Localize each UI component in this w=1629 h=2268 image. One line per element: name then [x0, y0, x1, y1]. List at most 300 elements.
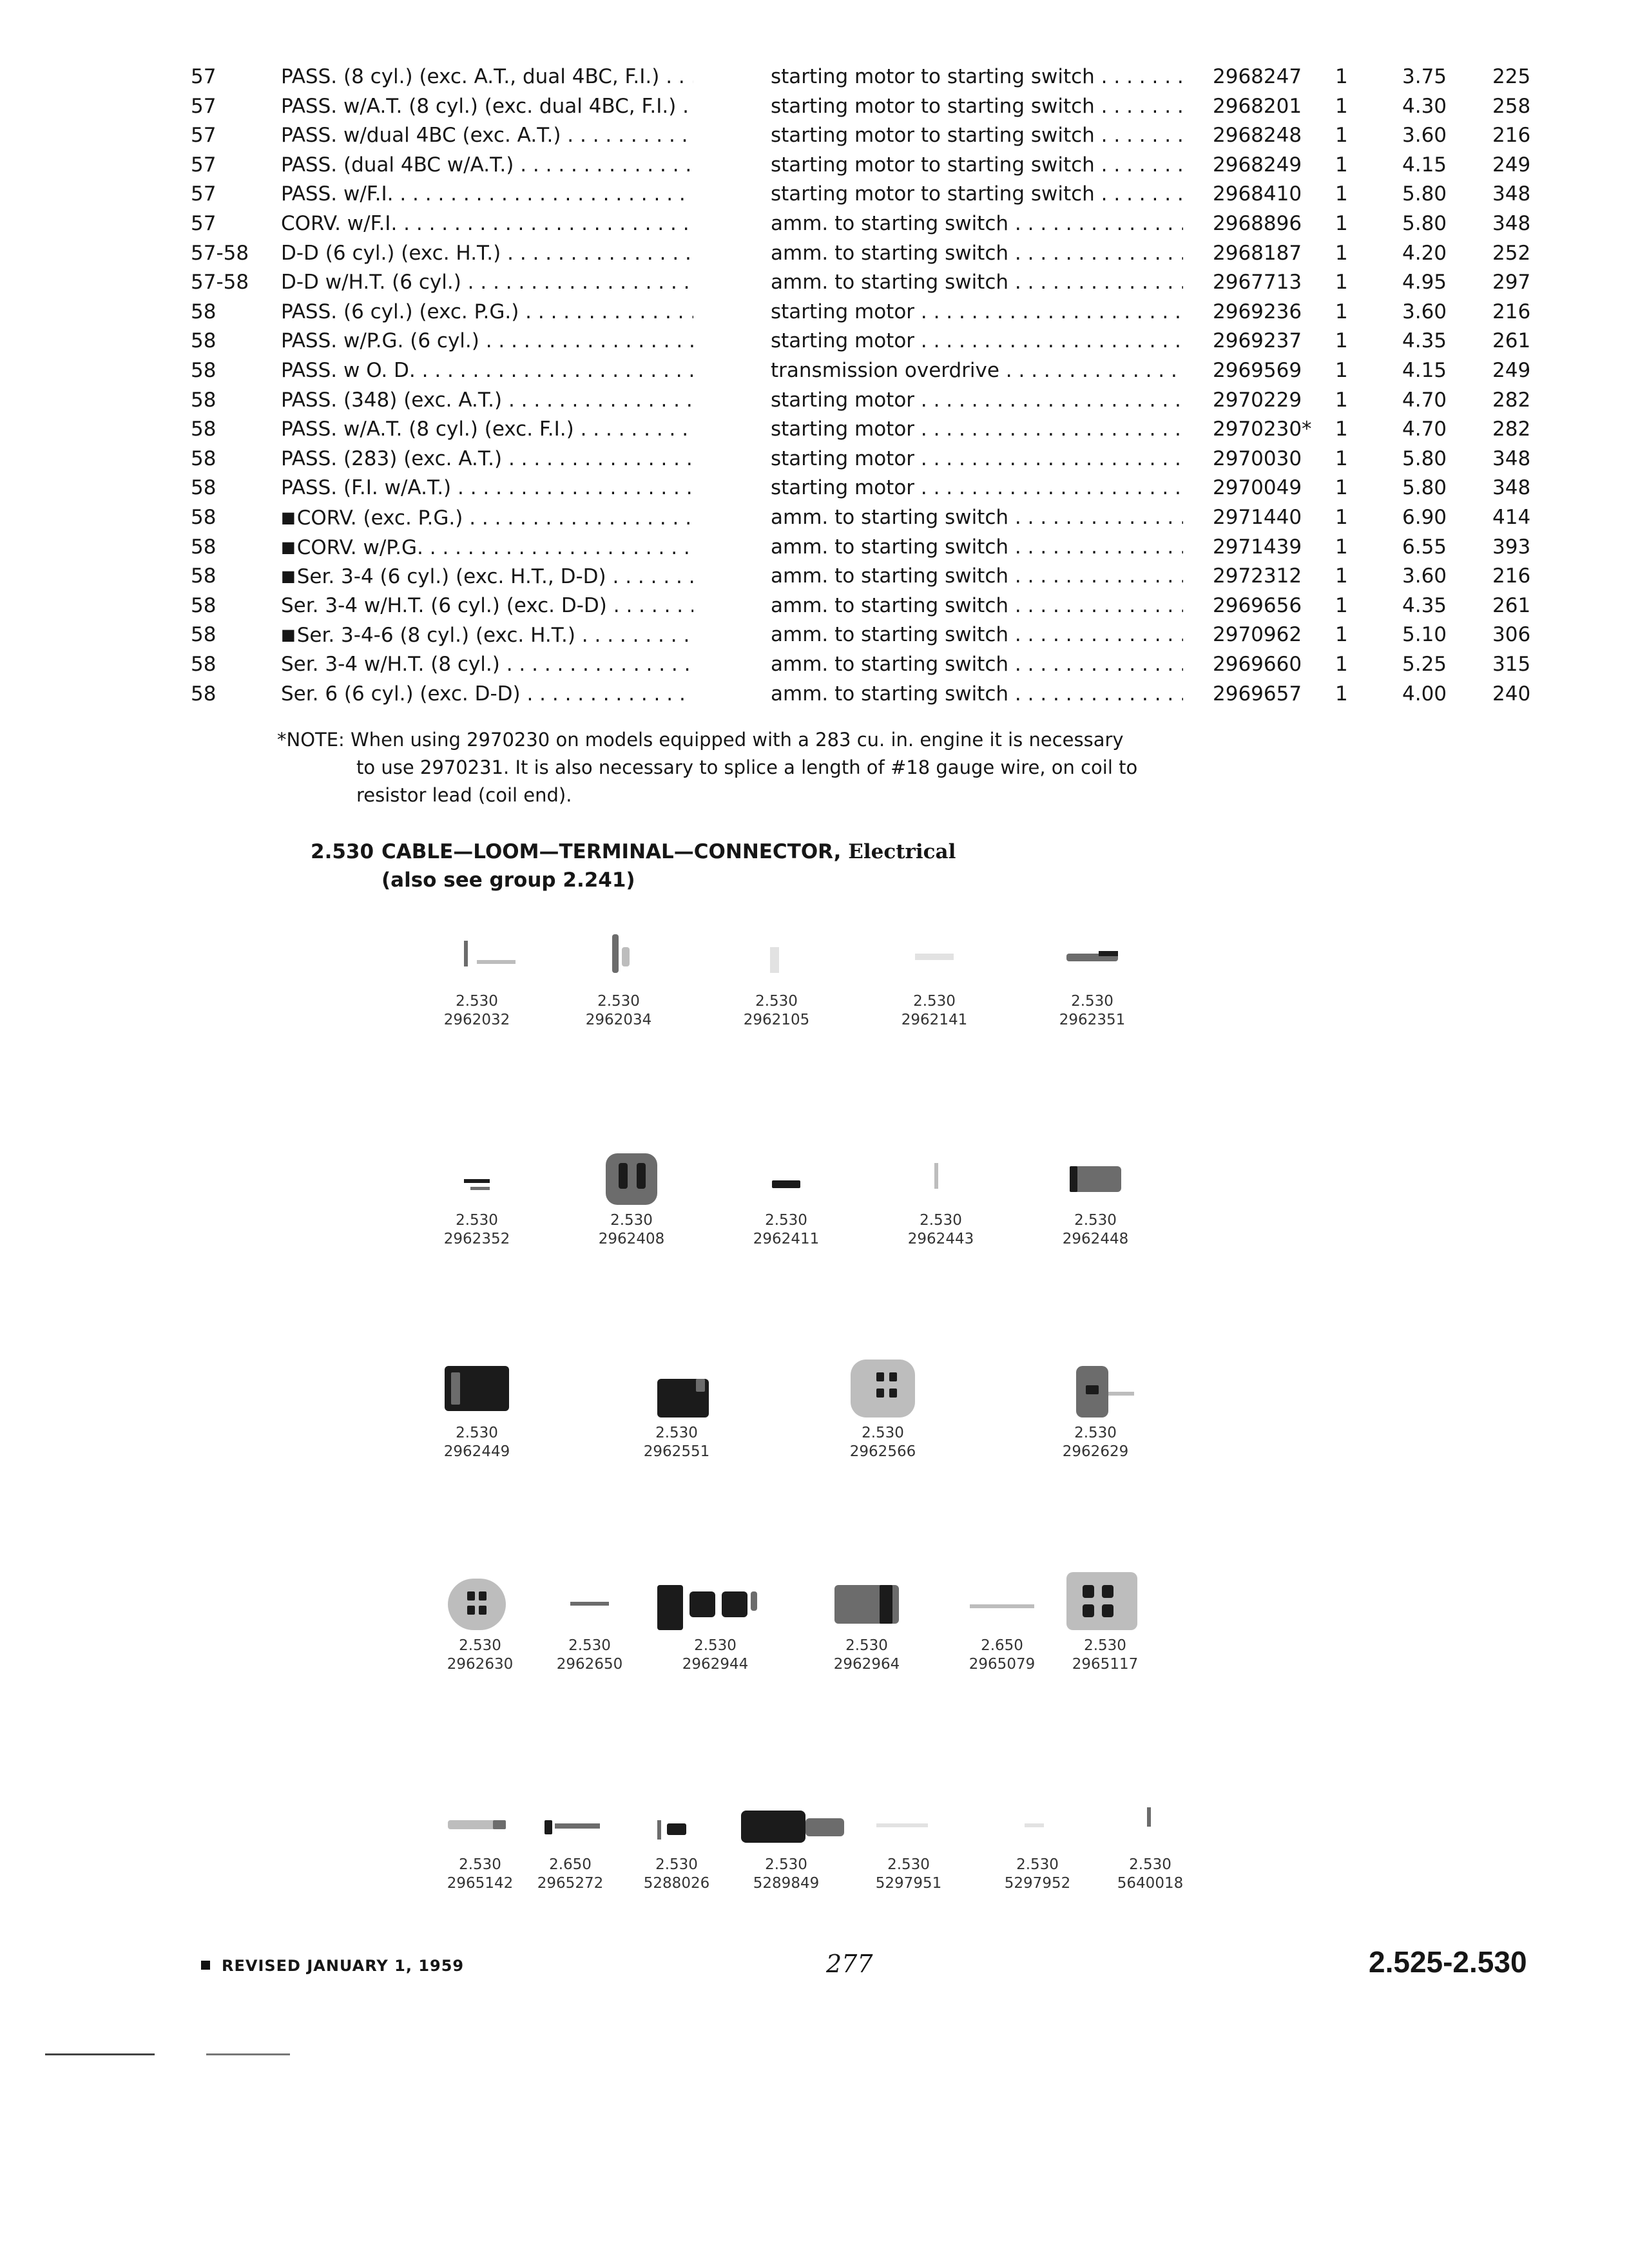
connector-shape [689, 1591, 715, 1617]
model-description [281, 503, 693, 533]
list-price [1402, 297, 1447, 327]
connector-shape [555, 1823, 600, 1829]
quantity [1335, 473, 1348, 503]
part-description [771, 209, 1183, 238]
caption-group: 2.530 [694, 1637, 737, 1654]
caption-group: 2.530 [1074, 1425, 1117, 1441]
part-illustration [406, 921, 548, 1030]
model-year [191, 649, 216, 679]
list-price [1402, 267, 1447, 297]
connector-shape [970, 1604, 1034, 1608]
caption-part-number: 2962650 [556, 1656, 623, 1673]
connector-shape [657, 1820, 661, 1840]
price-code [1492, 120, 1530, 150]
model-year [191, 120, 216, 150]
section-subtitle: (also see group 2.241) [381, 869, 635, 892]
part-number-text: 2968249 [1213, 153, 1302, 177]
list-price-text: 4.70 [1402, 388, 1447, 412]
connector-shape [1066, 954, 1118, 961]
part-illustration [931, 1566, 1073, 1674]
quantity [1335, 120, 1348, 150]
section-number: 2.530 [311, 840, 374, 863]
revision-square-icon: ■ [281, 567, 296, 586]
caption-group: 2.530 [1071, 993, 1113, 1010]
connector-shape [622, 947, 630, 966]
part-number-text: 2970049 [1213, 476, 1302, 500]
connector-picture [409, 1566, 551, 1637]
connector-shape [479, 1606, 487, 1615]
model-description [281, 297, 693, 327]
list-price-text: 4.35 [1402, 329, 1447, 353]
part-description-text: starting motor [771, 418, 915, 441]
parts-row [191, 444, 1544, 474]
connector-shape [1066, 1572, 1137, 1630]
part-description-text: amm. to starting switch [771, 241, 1009, 265]
quantity-text: 1 [1335, 359, 1348, 382]
model-description [281, 209, 693, 238]
part-description-text: transmission overdrive [771, 359, 999, 382]
connector-shape [667, 1823, 686, 1835]
model-description [281, 150, 693, 180]
list-price [1402, 503, 1447, 532]
model-year-text: 58 [191, 418, 217, 441]
caption-part-number: 2965117 [1072, 1656, 1139, 1673]
list-price-text: 4.35 [1402, 593, 1447, 617]
model-description-text: PASS. w/F.I. [281, 182, 394, 206]
list-price [1402, 385, 1447, 415]
part-caption [838, 1856, 979, 1893]
parts-row [191, 297, 1544, 327]
list-price [1402, 620, 1447, 649]
part-caption [499, 1856, 641, 1893]
part-number-text: 2968248 [1213, 124, 1302, 148]
part-description-text: amm. to starting switch [771, 623, 1009, 647]
connector-shape [1102, 1604, 1113, 1617]
price-code-text: 261 [1492, 329, 1531, 353]
part-caption [863, 992, 1005, 1030]
model-description-text: Ser. 3-4 w/H.T. (8 cyl.) [281, 653, 500, 676]
part-illustration [644, 1566, 786, 1674]
connector-shape [545, 1820, 552, 1834]
list-price [1402, 561, 1447, 591]
part-description [771, 503, 1183, 532]
model-description [281, 649, 693, 679]
connector-picture [706, 921, 847, 992]
parts-row [191, 209, 1544, 238]
list-price-text: 6.55 [1402, 535, 1447, 559]
price-code-text: 414 [1492, 506, 1531, 529]
scan-artifact-line [206, 2053, 290, 2055]
model-year [191, 209, 216, 238]
list-price [1402, 591, 1447, 620]
quantity-text: 1 [1335, 212, 1348, 235]
part-number-text: 2970962 [1213, 623, 1302, 647]
connector-shape [751, 1591, 757, 1611]
part-number-text: 2970230* [1213, 418, 1312, 441]
parts-row [191, 414, 1544, 444]
part-number-text: 2969660 [1213, 653, 1302, 676]
price-code-text: 282 [1492, 418, 1531, 441]
part-number-text: 2967713 [1213, 271, 1302, 294]
part-description-text: amm. to starting switch [771, 653, 1009, 676]
footnote-line-3: resistor lead (coil end). [356, 784, 572, 806]
connector-picture [519, 1566, 660, 1637]
part-description-text: starting motor to starting switch [771, 94, 1095, 118]
connector-shape [876, 1823, 928, 1827]
connector-shape [805, 1818, 844, 1836]
part-description [771, 179, 1183, 209]
caption-part-number: 2965079 [969, 1656, 1036, 1673]
footnote-line-1: *NOTE: When using 2970230 on models equipped with a 283 cu. in. engine it is necessary [277, 729, 1124, 751]
connector-picture [1021, 921, 1163, 992]
part-number [1213, 326, 1302, 356]
quantity-text: 1 [1335, 623, 1348, 647]
caption-part-number: 2962034 [585, 1012, 652, 1028]
caption-part-number: 2962449 [443, 1443, 510, 1460]
part-caption [967, 1856, 1108, 1893]
caption-group: 2.530 [456, 1212, 498, 1229]
quantity [1335, 150, 1348, 180]
caption-group: 2.530 [1016, 1856, 1059, 1873]
quantity [1335, 179, 1348, 209]
part-illustration [1025, 1140, 1166, 1249]
connector-shape [876, 1372, 884, 1381]
price-code [1492, 473, 1530, 503]
connector-shape [741, 1811, 805, 1843]
part-illustration [706, 921, 847, 1030]
list-price-text: 5.80 [1402, 447, 1447, 470]
model-description-text: PASS. w/A.T. (8 cyl.) (exc. dual 4BC, F.I.) [281, 94, 677, 118]
list-price-text: 4.00 [1402, 682, 1447, 706]
part-illustration [548, 921, 689, 1030]
connector-picture [870, 1140, 1012, 1211]
list-price-text: 5.80 [1402, 212, 1447, 235]
list-price-text: 5.80 [1402, 476, 1447, 500]
caption-group: 2.530 [459, 1856, 501, 1873]
parts-row [191, 238, 1544, 268]
connector-shape [445, 1366, 509, 1411]
quantity [1335, 297, 1348, 327]
quantity-text: 1 [1335, 94, 1348, 118]
connector-shape [448, 1820, 506, 1829]
price-code [1492, 444, 1530, 474]
part-description-text: amm. to starting switch [771, 682, 1009, 706]
caption-group: 2.530 [920, 1212, 962, 1229]
connector-shape [770, 947, 779, 973]
revised-note [201, 1957, 464, 1975]
model-description [281, 238, 693, 268]
part-number [1213, 503, 1302, 532]
price-code-text: 258 [1492, 94, 1531, 118]
price-code [1492, 620, 1530, 649]
price-code [1492, 532, 1530, 562]
connector-shape [467, 1606, 475, 1615]
parts-row [191, 62, 1544, 91]
model-year [191, 561, 216, 591]
part-number-text: 2968247 [1213, 65, 1302, 88]
part-caption [796, 1637, 938, 1674]
price-code [1492, 209, 1530, 238]
caption-part-number: 2962352 [443, 1231, 510, 1247]
model-description [281, 591, 693, 620]
part-caption [406, 992, 548, 1030]
model-description-text: PASS. w/dual 4BC (exc. A.T.) [281, 124, 561, 148]
caption-group: 2.530 [913, 993, 956, 1010]
part-description-text: starting motor to starting switch [771, 153, 1095, 177]
connector-shape [637, 1163, 646, 1189]
caption-group: 2.530 [456, 1425, 498, 1441]
part-description [771, 385, 1183, 415]
quantity-text: 1 [1335, 653, 1348, 676]
list-price-text: 5.10 [1402, 623, 1447, 647]
model-description [281, 326, 693, 356]
model-description-text: PASS. (6 cyl.) (exc. P.G.) [281, 300, 519, 323]
connector-shape [493, 1820, 506, 1829]
connector-shape [479, 1591, 487, 1600]
model-year [191, 326, 216, 356]
part-number [1213, 356, 1302, 385]
model-description-text: PASS. (F.I. w/A.T.) [281, 476, 452, 500]
quantity-text: 1 [1335, 124, 1348, 148]
list-price [1402, 209, 1447, 238]
list-price-text: 4.30 [1402, 94, 1447, 118]
part-caption [409, 1637, 551, 1674]
part-description [771, 679, 1183, 709]
model-description [281, 473, 693, 503]
connector-picture [1034, 1566, 1176, 1637]
quantity [1335, 62, 1348, 91]
part-number-text: 2969569 [1213, 359, 1302, 382]
price-code-text: 225 [1492, 65, 1531, 88]
scan-artifact-line [45, 2053, 155, 2055]
model-description [281, 561, 693, 591]
price-code [1492, 91, 1530, 121]
quantity-text: 1 [1335, 506, 1348, 529]
price-code-text: 252 [1492, 241, 1531, 265]
connector-shape [772, 1180, 800, 1188]
caption-group: 2.530 [1074, 1212, 1117, 1229]
quantity-text: 1 [1335, 418, 1348, 441]
quantity [1335, 414, 1348, 444]
quantity [1335, 326, 1348, 356]
model-description-text: PASS. w/A.T. (8 cyl.) (exc. F.I.) [281, 418, 574, 441]
model-year-text: 58 [191, 564, 217, 588]
caption-part-number: 2962443 [907, 1231, 974, 1247]
model-year [191, 473, 216, 503]
model-year [191, 620, 216, 649]
part-description [771, 561, 1183, 591]
section-title: CABLE—LOOM—TERMINAL—CONNECTOR, [381, 840, 842, 863]
part-caption [715, 1856, 857, 1893]
parts-row [191, 591, 1544, 620]
connector-picture [561, 1140, 702, 1211]
part-description-text: starting motor [771, 300, 915, 323]
model-description [281, 267, 693, 297]
part-number-text: 2968201 [1213, 94, 1302, 118]
part-caption [606, 1856, 747, 1893]
model-description [281, 120, 693, 150]
model-description [281, 91, 693, 121]
parts-row [191, 91, 1544, 121]
list-price-text: 3.60 [1402, 564, 1447, 588]
caption-part-number: 2962032 [443, 1012, 510, 1028]
caption-part-number: 2962105 [743, 1012, 810, 1028]
list-price-text: 3.60 [1402, 300, 1447, 323]
quantity [1335, 532, 1348, 562]
part-caption [812, 1424, 954, 1461]
connector-shape [464, 1179, 490, 1183]
model-description-text: CORV. w/P.G. [296, 535, 423, 559]
model-year [191, 385, 216, 415]
model-year-text: 57 [191, 124, 217, 148]
parts-row [191, 649, 1544, 679]
revision-square-icon [201, 1961, 210, 1970]
model-year-text: 58 [191, 476, 217, 500]
model-description-text: Ser. 3-4 w/H.T. (6 cyl.) (exc. D-D) [281, 593, 607, 617]
model-year [191, 267, 249, 297]
model-year-text: 57-58 [191, 241, 249, 265]
part-description [771, 238, 1183, 268]
part-illustration [870, 1140, 1012, 1249]
list-price-text: 5.80 [1402, 182, 1447, 206]
price-code [1492, 561, 1530, 591]
parts-row [191, 385, 1544, 415]
caption-part-number: 5640018 [1117, 1875, 1184, 1892]
list-price [1402, 238, 1447, 268]
part-illustration [409, 1785, 551, 1893]
connector-shape [467, 1591, 475, 1600]
part-illustration [406, 1353, 548, 1461]
caption-part-number: 5297952 [1004, 1875, 1071, 1892]
list-price-text: 3.75 [1402, 65, 1447, 88]
part-description [771, 649, 1183, 679]
price-code-text: 348 [1492, 212, 1531, 235]
part-description [771, 473, 1183, 503]
model-year-text: 57 [191, 182, 217, 206]
price-code [1492, 503, 1530, 532]
model-description-text: D-D (6 cyl.) (exc. H.T.) [281, 241, 501, 265]
price-code [1492, 179, 1530, 209]
part-description-text: starting motor [771, 447, 915, 470]
quantity-text: 1 [1335, 65, 1348, 88]
connector-shape [1102, 1585, 1113, 1598]
parts-row [191, 326, 1544, 356]
part-number-text: 2969656 [1213, 593, 1302, 617]
part-description [771, 62, 1183, 91]
model-year-text: 58 [191, 593, 217, 617]
part-description-text: amm. to starting switch [771, 212, 1009, 235]
price-code [1492, 267, 1530, 297]
part-description [771, 120, 1183, 150]
model-year [191, 444, 216, 474]
quantity [1335, 503, 1348, 532]
revised-date: REVISED JANUARY 1, 1959 [222, 1957, 465, 1975]
parts-row [191, 179, 1544, 209]
model-description-text: Ser. 3-4-6 (8 cyl.) (exc. H.T.) [296, 624, 575, 648]
caption-part-number: 5288026 [643, 1875, 710, 1892]
part-illustration [1034, 1566, 1176, 1674]
list-price [1402, 444, 1447, 474]
caption-group: 2.530 [845, 1637, 888, 1654]
part-number-text: 2968187 [1213, 241, 1302, 265]
connector-picture [406, 1140, 548, 1211]
price-code [1492, 62, 1530, 91]
model-description-text: CORV. (exc. P.G.) [296, 506, 463, 530]
price-code-text: 249 [1492, 153, 1531, 177]
model-year [191, 356, 216, 385]
parts-row [191, 120, 1544, 150]
connector-shape [606, 1153, 657, 1205]
quantity-text: 1 [1335, 182, 1348, 206]
parts-row [191, 473, 1544, 503]
model-year [191, 238, 249, 268]
quantity-text: 1 [1335, 271, 1348, 294]
part-illustration [409, 1566, 551, 1674]
connector-shape [1099, 951, 1118, 956]
list-price [1402, 91, 1447, 121]
caption-group: 2.530 [459, 1637, 501, 1654]
model-description [281, 679, 693, 709]
price-code-text: 282 [1492, 388, 1531, 412]
quantity [1335, 238, 1348, 268]
model-year-text: 58 [191, 653, 217, 676]
price-code-text: 315 [1492, 653, 1531, 676]
model-year-text: 58 [191, 447, 217, 470]
model-year [191, 532, 216, 562]
parts-row [191, 620, 1544, 649]
connector-picture [715, 1785, 857, 1856]
part-description-text: starting motor [771, 388, 915, 412]
connector-shape [477, 960, 516, 964]
part-caption [1025, 1424, 1166, 1461]
connector-shape [570, 1602, 609, 1606]
model-description-text: D-D w/H.T. (6 cyl.) [281, 271, 461, 294]
quantity [1335, 91, 1348, 121]
part-description-text: amm. to starting switch [771, 535, 1009, 559]
model-description-text: PASS. w O. D. [281, 359, 416, 382]
quantity-text: 1 [1335, 564, 1348, 588]
price-code [1492, 150, 1530, 180]
part-number-text: 2972312 [1213, 564, 1302, 588]
part-caption [870, 1211, 1012, 1249]
part-illustration [499, 1785, 641, 1893]
connector-shape [470, 1187, 490, 1190]
part-caption [519, 1637, 660, 1674]
caption-part-number: 2962964 [833, 1656, 900, 1673]
part-caption [1034, 1637, 1176, 1674]
group-range: 2.525-2.530 [1369, 1945, 1527, 1979]
revision-square-icon: ■ [281, 537, 296, 556]
connector-picture [548, 921, 689, 992]
price-code [1492, 414, 1530, 444]
list-price [1402, 62, 1447, 91]
caption-group: 2.530 [655, 1425, 698, 1441]
part-caption [561, 1211, 702, 1249]
part-caption [1079, 1856, 1221, 1893]
connector-picture [863, 921, 1005, 992]
connector-picture [1079, 1785, 1221, 1856]
connector-shape [1108, 1392, 1134, 1396]
caption-part-number: 2962408 [598, 1231, 665, 1247]
list-price [1402, 414, 1447, 444]
part-description [771, 620, 1183, 649]
parts-row [191, 561, 1544, 591]
connector-shape [612, 934, 619, 973]
part-number [1213, 267, 1302, 297]
part-caption [606, 1424, 747, 1461]
part-caption [715, 1211, 857, 1249]
list-price-text: 4.15 [1402, 359, 1447, 382]
